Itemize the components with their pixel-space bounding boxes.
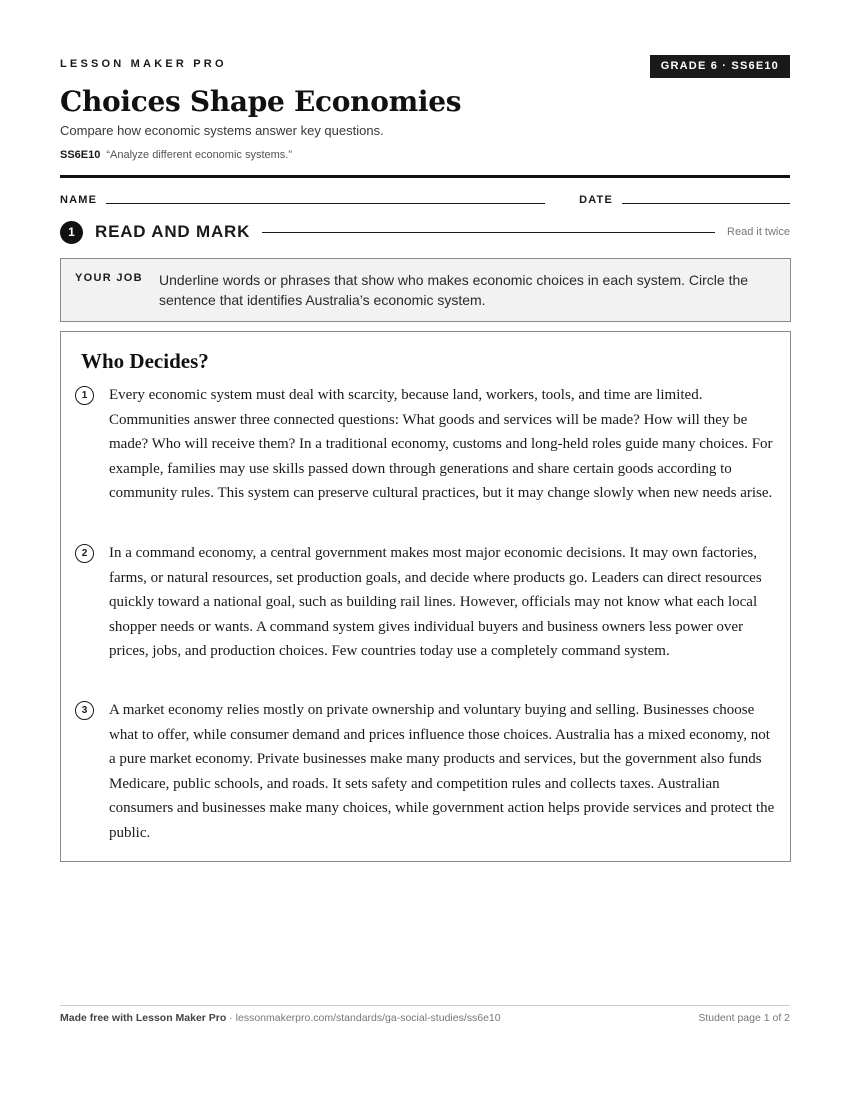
section-number-badge: 1	[60, 221, 83, 244]
paragraph-text: Every economic system must deal with scarcity, because land, workers, tools, and time are limited. Communities answer three connected questions: What goods and services will be made? How will they be made? Who will receive them? In a traditional economy, customs and long-held roles guide many choices. For example, families may use skills passed down through generations and share certain goods according to community rules. This system can preserve cultural practices, but it may change slowly when new needs arise.	[109, 387, 773, 501]
date-label: DATE	[579, 194, 613, 206]
paragraph-text: A market economy relies mostly on private ownership and voluntary buying and selling. Businesses choose what to offer, while consumer demand and prices influence those choices. Australia has a mixed economy, not a pure market economy. Private businesses make many products and services, but the government also funds Medicare, public schools, and roads. It sets safety and competition rules and collects taxes. Australian consumers and businesses make many choices, while government action helps provide services and protect the public.	[109, 702, 775, 841]
grade-badge: GRADE 6 · SS6E10	[650, 55, 790, 78]
standard-code: SS6E10	[60, 149, 101, 161]
name-field[interactable]	[106, 202, 545, 204]
section-title: READ AND MARK	[95, 222, 251, 241]
paragraph-number-badge: 3	[75, 701, 94, 720]
job-label: YOUR JOB	[75, 272, 143, 284]
job-instructions-box	[60, 258, 791, 322]
footer-credit	[60, 1012, 501, 1024]
job-text: Underline words or phrases that show who makes economic choices in each system. Circle the sentence that identifies Australia’s economic system.	[159, 272, 749, 308]
footer-made-with: Made free with Lesson Maker Pro	[60, 1012, 227, 1024]
page-subtitle: Compare how economic systems answer key questions.	[60, 123, 384, 138]
header-divider	[60, 175, 790, 178]
page-title: Choices Shape Economies	[60, 85, 462, 118]
brand-name: LESSON MAKER PRO	[60, 58, 227, 70]
paragraph-number-badge: 1	[75, 386, 94, 405]
paragraph-number-badge: 2	[75, 544, 94, 563]
standard-line	[60, 149, 292, 161]
footer-divider	[60, 1005, 790, 1006]
standard-quote: “Analyze different economic systems.”	[106, 149, 293, 161]
section-note: Read it twice	[727, 226, 790, 238]
section-divider	[262, 232, 715, 233]
name-label: NAME	[60, 194, 98, 206]
footer-url[interactable]: · lessonmakerpro.com/standards/ga-social-studies/ss6e10	[226, 1012, 501, 1024]
name-date-row	[60, 192, 790, 206]
date-field[interactable]	[622, 202, 790, 204]
passage-title: Who Decides?	[81, 349, 209, 373]
section-header	[60, 220, 790, 244]
reading-passage	[60, 331, 791, 862]
paragraph-text: In a command economy, a central government makes most major economic decisions. It may own factories, farms, or natural resources, set production goals, and decide where products go. Leaders can direct resources quickly toward a national goal, such as building rail lines. However, officials may not know what each local shopper needs or wants. A command system gives individual buyers and business owners less power over prices, jobs, and production choices. Few countries today use a completely command system.	[109, 545, 762, 659]
footer-page-number: Student page 1 of 2	[698, 1012, 790, 1024]
